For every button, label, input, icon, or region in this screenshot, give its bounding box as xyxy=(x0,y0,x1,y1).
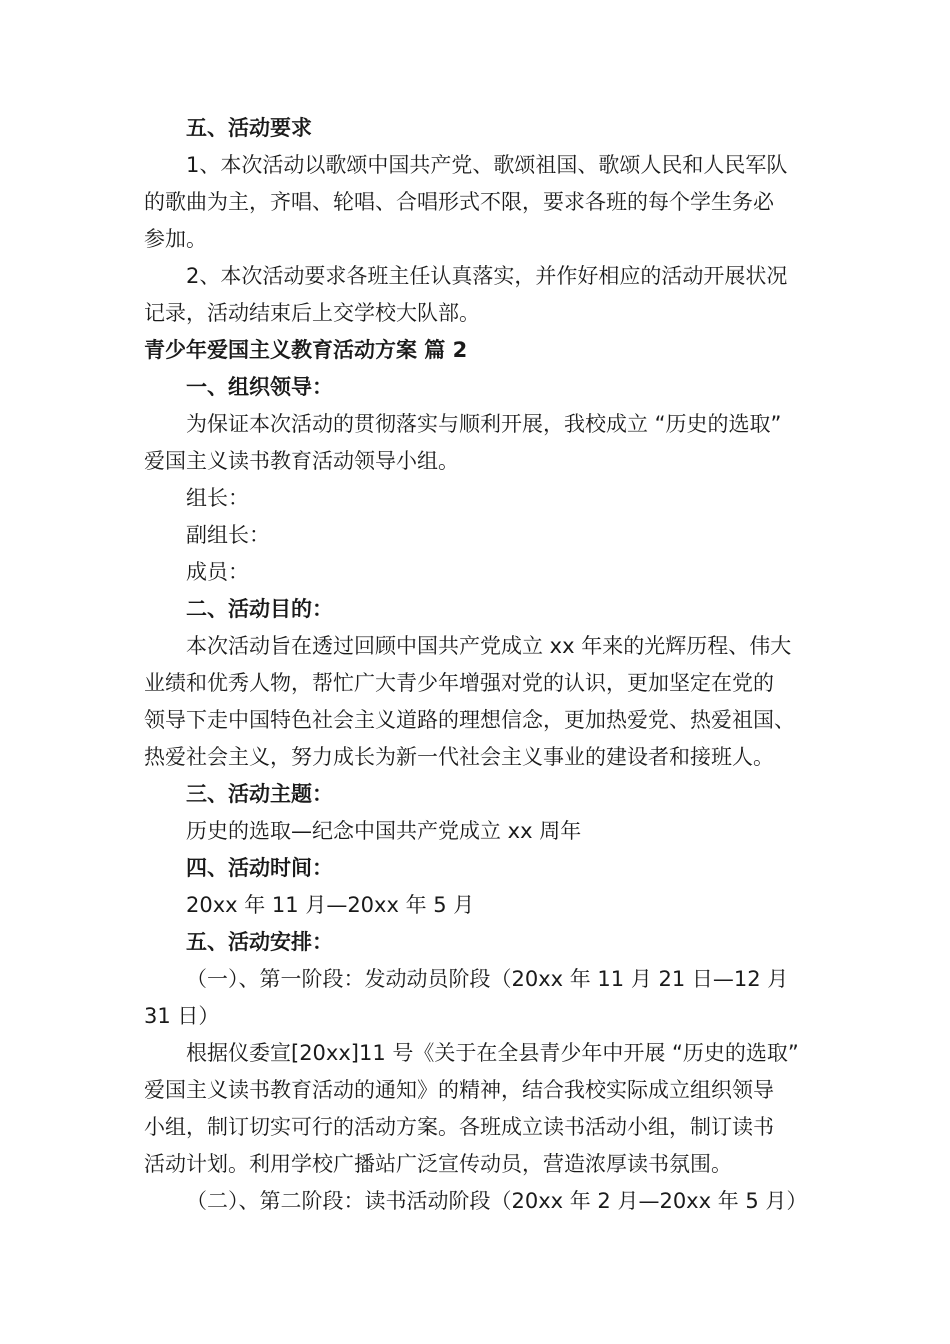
paragraph-line: 根据仪委宣[20xx]11 号《关于在全县青少年中开展 “历史的选取” xyxy=(186,1041,799,1065)
field-label: 成员： xyxy=(186,560,249,584)
paragraph-line: 活动计划。利用学校广播站广泛宣传动员，营造浓厚读书氛围。 xyxy=(144,1152,732,1176)
section-heading: 一、组织领导： xyxy=(186,375,333,399)
section-heading: 五、活动要求 xyxy=(186,116,312,140)
paragraph-line: 20xx 年 11 月—20xx 年 5 月 xyxy=(186,893,475,917)
paragraph-line: 热爱社会主义，努力成长为新一代社会主义事业的建设者和接班人。 xyxy=(144,745,774,769)
paragraph-line: 记录，活动结束后上交学校大队部。 xyxy=(144,301,480,325)
section-heading: 二、活动目的： xyxy=(186,597,333,621)
section-heading: 四、活动时间： xyxy=(186,856,333,880)
paragraph-line: （二）、第二阶段：读书活动阶段（20xx 年 2 月—20xx 年 5 月） xyxy=(186,1189,808,1213)
paragraph-line: 1、本次活动以歌颂中国共产党、歌颂祖国、歌颂人民和人民军队 xyxy=(186,153,788,177)
paragraph-line: 2、本次活动要求各班主任认真落实，并作好相应的活动开展状况 xyxy=(186,264,788,288)
paragraph-line: 爱国主义读书教育活动领导小组。 xyxy=(144,449,459,473)
paragraph-line: 参加。 xyxy=(144,227,207,251)
field-label: 副组长： xyxy=(186,523,270,547)
paragraph-line: 的歌曲为主，齐唱、轮唱、合唱形式不限，要求各班的每个学生务必 xyxy=(144,190,774,214)
paragraph-line: 31 日） xyxy=(144,1004,220,1028)
paragraph-line: 本次活动旨在透过回顾中国共产党成立 xx 年来的光辉历程、伟大 xyxy=(186,634,792,658)
field-label: 组长： xyxy=(186,486,249,510)
paragraph-line: 小组，制订切实可行的活动方案。各班成立读书活动小组，制订读书 xyxy=(144,1115,774,1139)
paragraph-line: 爱国主义读书教育活动的通知》的精神，结合我校实际成立组织领导 xyxy=(144,1078,774,1102)
section-heading: 三、活动主题： xyxy=(186,782,333,806)
paragraph-line: （一）、第一阶段：发动动员阶段（20xx 年 11 月 21 日—12 月 xyxy=(186,967,789,991)
document-title: 青少年爱国主义教育活动方案 篇 2 xyxy=(144,338,468,362)
paragraph-line: 领导下走中国特色社会主义道路的理想信念，更加热爱党、热爱祖国、 xyxy=(144,708,795,732)
paragraph-line: 业绩和优秀人物，帮忙广大青少年增强对党的认识，更加坚定在党的 xyxy=(144,671,774,695)
section-heading: 五、活动安排： xyxy=(186,930,333,954)
paragraph-line: 为保证本次活动的贯彻落实与顺利开展，我校成立 “历史的选取” xyxy=(186,412,782,436)
paragraph-line: 历史的选取—纪念中国共产党成立 xx 周年 xyxy=(186,819,582,843)
